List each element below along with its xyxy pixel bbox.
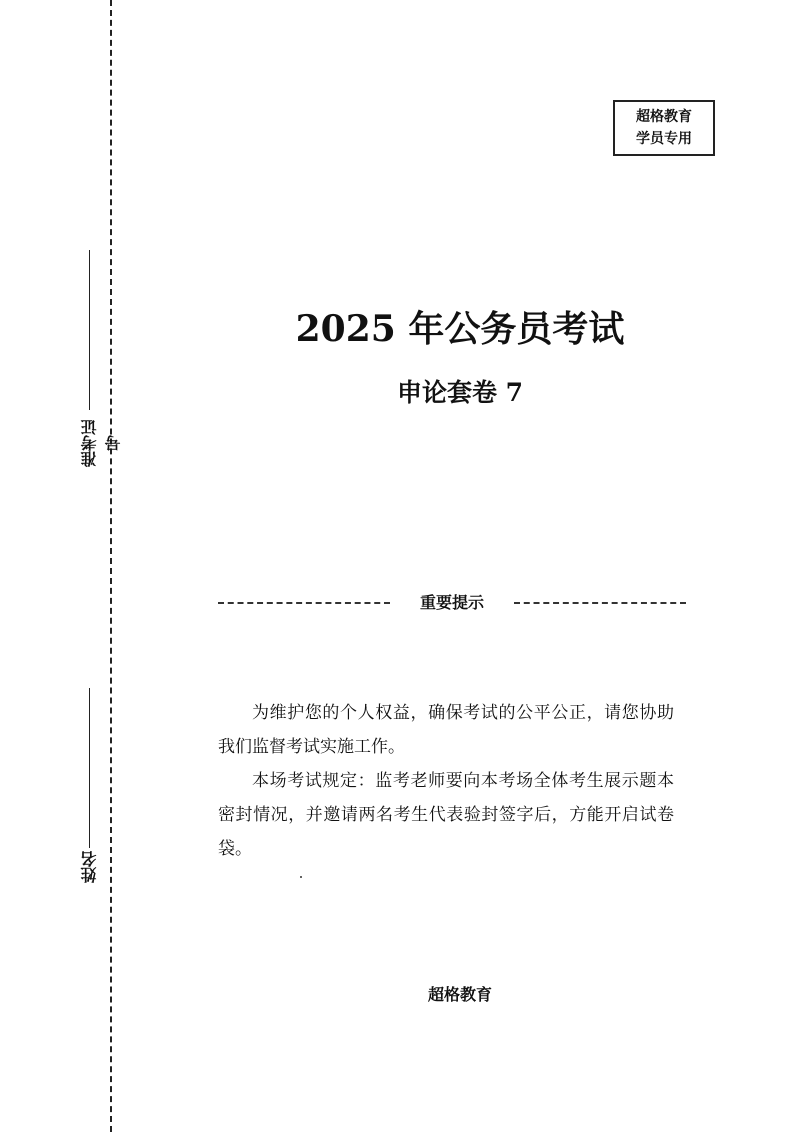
scan-speck bbox=[300, 876, 302, 878]
name-label: 姓名 bbox=[80, 851, 99, 883]
notice-heading bbox=[218, 590, 686, 616]
exam-title: 2025 年公务员考试 bbox=[295, 308, 625, 350]
student-only-stamp bbox=[613, 100, 715, 156]
exam-id-field bbox=[78, 250, 123, 475]
stamp-line-usage: 学员专用 bbox=[636, 131, 692, 147]
stamp-line-org: 超格教育 bbox=[636, 109, 692, 125]
exam-id-blank-line bbox=[89, 250, 90, 410]
notice-label: 重要提示 bbox=[419, 593, 484, 612]
notice-left-dashes bbox=[218, 602, 390, 604]
exam-subtitle: 申论套卷 7 bbox=[396, 378, 524, 407]
notice-body bbox=[218, 696, 674, 866]
name-field bbox=[78, 688, 102, 888]
notice-paragraph-1: 为维护您的个人权益，确保考试的公平公正，请您协助我们监督考试实施工作。 bbox=[218, 703, 674, 757]
exam-id-label: 准考证号 bbox=[80, 419, 123, 467]
notice-right-dashes bbox=[514, 602, 686, 604]
name-blank-line bbox=[89, 688, 90, 848]
footer-organization: 超格教育 bbox=[427, 985, 492, 1004]
seal-dashed-line bbox=[110, 0, 112, 1132]
notice-paragraph-2: 本场考试规定：监考老师要向本考场全体考生展示题本密封情况，并邀请两名考生代表验封签字后，方能开启试卷袋。 bbox=[218, 771, 674, 859]
